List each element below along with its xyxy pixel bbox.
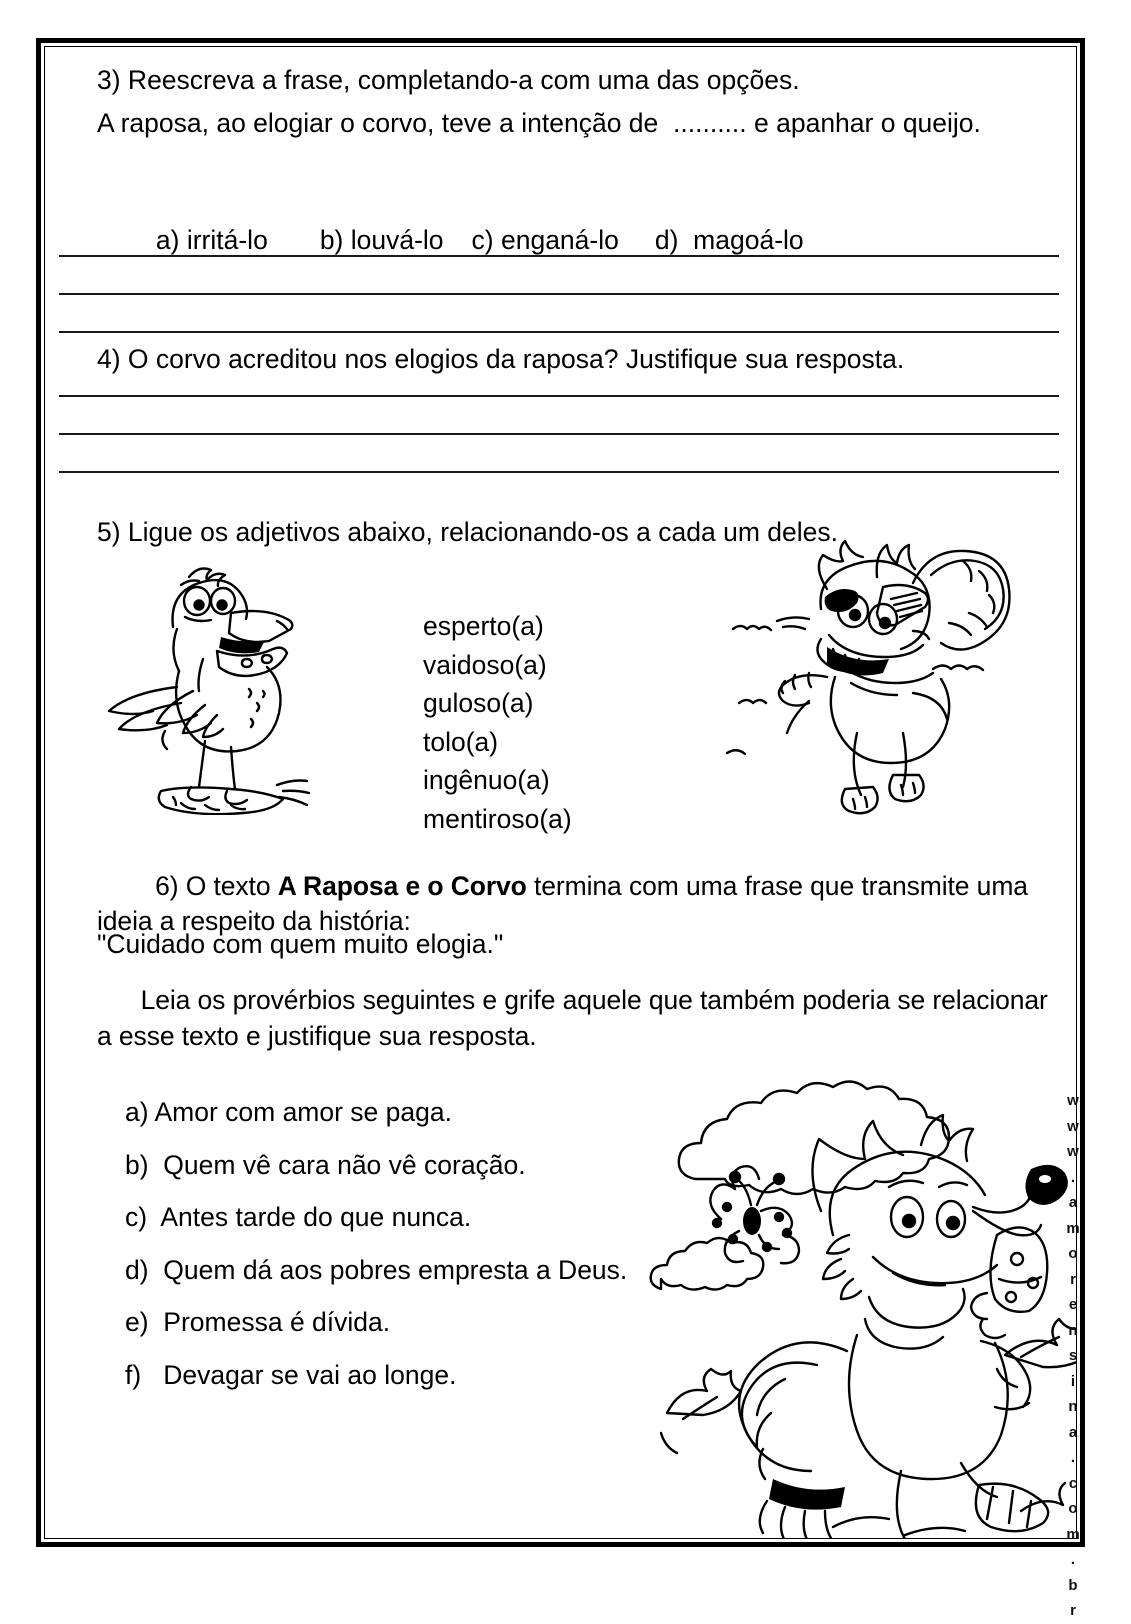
fox-standing-illustration [717,517,1017,817]
watermark-char: . [1070,1449,1076,1466]
watermark-char: r [1070,1270,1076,1288]
watermark-char: w [1067,1117,1079,1135]
site-watermark [1058,1088,1088,1624]
watermark-char: r [1070,1602,1076,1619]
watermark-char: n [1068,1398,1078,1415]
watermark-char: b [1068,1576,1078,1594]
question-6-quote: "Cuidado com quem muito elogia." [97,929,504,959]
watermark-char: i [1070,1372,1076,1390]
watermark-char: . [1070,1168,1076,1186]
watermark-char: m [1066,1219,1080,1237]
question-3-prompt: 3) Reescreva a frase, completando-a com uma das opções. [97,65,800,95]
worksheet-content [45,47,1076,1538]
watermark-char: a [1068,1423,1078,1441]
question-6-story-title: A Raposa e o Corvo [277,870,527,901]
proverb-item[interactable]: a) Amor com amor se paga. [125,1097,452,1127]
question-3-options [97,194,1057,287]
adjective-item[interactable]: tolo(a) [423,726,499,757]
question-6-instruction: Leia os provérbios seguintes e grife aquele que também poderia se relacionar a esse texto e justifique sua resposta. [97,985,1056,1051]
watermark-char: m [1066,1525,1080,1543]
question-3-option-d[interactable]: d) magoá-lo [654,225,804,255]
watermark-char: e [1068,1296,1078,1313]
question-5-prompt: 5) Ligue os adjetivos abaixo, relacionando-os a cada um deles. [97,517,838,547]
proverb-item[interactable]: e) Promessa é dívida. [125,1307,391,1337]
question-3-answer-line-3[interactable] [59,331,1059,333]
adjective-item[interactable]: esperto(a) [423,611,544,641]
question-4-answer-line-3[interactable] [59,471,1059,473]
adjective-item[interactable]: guloso(a) [423,688,534,718]
watermark-char: o [1068,1500,1078,1517]
question-3-answer-line-1[interactable] [59,255,1059,257]
question-3-option-b[interactable]: b) louvá-lo [319,225,444,255]
question-3-answer-line-2[interactable] [59,293,1059,295]
proverb-item[interactable]: f) Devagar se vai ao longe. [125,1359,457,1390]
crow-with-cheese-illustration [81,555,331,815]
watermark-char: w [1067,1143,1079,1160]
watermark-char: w [1067,1092,1079,1109]
question-3-option-c[interactable]: c) enganá-lo [471,225,619,255]
worksheet-page-frame [36,38,1085,1547]
question-4-answer-line-2[interactable] [59,433,1059,435]
proverb-item[interactable]: c) Antes tarde do que nunca. [125,1202,472,1232]
watermark-char: c [1068,1474,1078,1492]
worksheet-inner-frame [44,46,1077,1539]
question-4-answer-line-1[interactable] [59,395,1059,397]
question-5-adjective-list [423,607,572,838]
question-3-sentence: A raposa, ao elogiar o corvo, teve a intenção de .......... e apanhar o queijo. [97,108,981,138]
question-6-prompt-tail: termina com uma frase que transmite uma ideia a respeito da história: [97,870,1036,936]
question-6-prompt-lead: 6) O texto [155,870,278,901]
watermark-char: a [1068,1194,1078,1211]
question-3-option-a[interactable]: a) irritá-lo [155,225,268,255]
proverb-item[interactable]: b) Quem vê cara não vê coração. [125,1149,526,1180]
question-4-prompt: 4) O corvo acreditou nos elogios da raposa? Justifique sua resposta. [97,344,905,374]
watermark-char: . [1070,1551,1076,1568]
watermark-char: s [1068,1347,1078,1364]
watermark-char: o [1068,1245,1078,1262]
watermark-char: n [1068,1321,1078,1339]
adjective-item[interactable]: vaidoso(a) [423,649,547,680]
adjective-item[interactable]: mentiroso(a) [423,803,572,834]
fox-with-cheese-scene-illustration [621,1035,1077,1539]
proverb-item[interactable]: d) Quem dá aos pobres empresta a Deus. [125,1254,628,1285]
adjective-item[interactable]: ingênuo(a) [423,765,550,795]
